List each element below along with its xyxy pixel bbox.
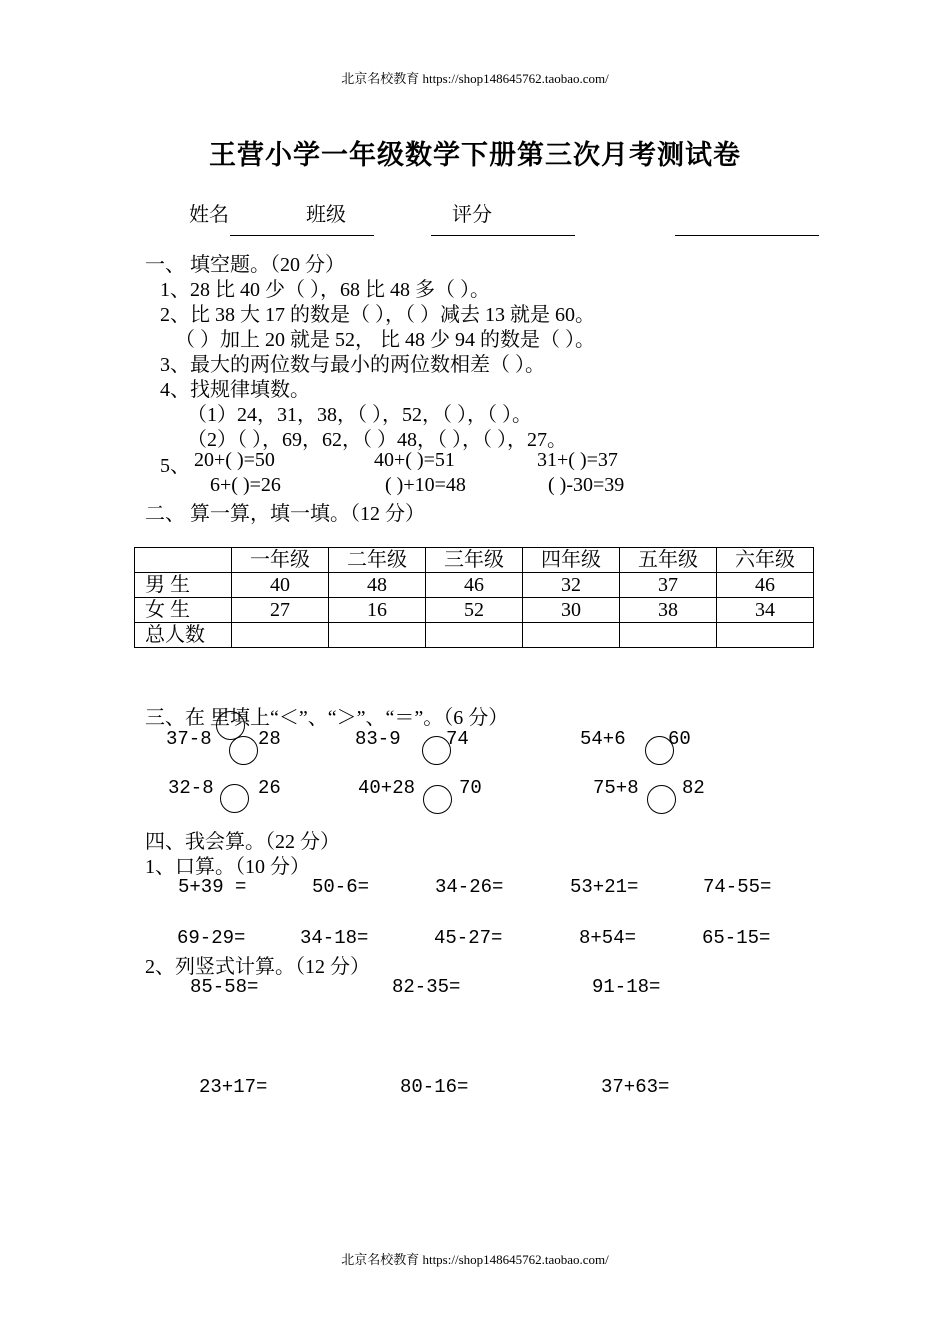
question-3: 3、最大的两位数与最小的两位数相差（ ）。	[160, 354, 545, 376]
oral-problem: 34-18=	[300, 927, 369, 949]
oral-problem: 65-15=	[702, 927, 771, 949]
oral-problem: 5+39 =	[178, 876, 247, 898]
table-cell: 34	[717, 598, 814, 623]
oral-problem: 34-26=	[435, 876, 504, 898]
table-cell: 38	[620, 598, 717, 623]
vertical-calc-heading: 2、列竖式计算。（12 分）	[145, 956, 370, 978]
compare-left: 40+28	[358, 777, 416, 799]
question-5-item: 40+( )=51	[374, 449, 455, 471]
vertical-problem: 23+17=	[199, 1076, 268, 1098]
compare-circle[interactable]	[647, 785, 676, 814]
table-answer-cell[interactable]	[523, 623, 620, 648]
score-blank-line[interactable]	[675, 235, 819, 236]
question-5-item: 31+( )=37	[537, 449, 618, 471]
compare-left: 54+6	[580, 728, 626, 750]
table-answer-cell[interactable]	[620, 623, 717, 648]
class-label: 班级	[306, 204, 346, 226]
oral-problem: 50-6=	[312, 876, 370, 898]
question-5-item: 20+( )=50	[194, 449, 275, 471]
vertical-problem: 37+63=	[601, 1076, 670, 1098]
table-header-cell	[135, 548, 232, 573]
page-footer: 北京名校教育 https://shop148645762.taobao.com/	[341, 1252, 609, 1267]
oral-problem: 8+54=	[579, 927, 637, 949]
question-1: 1、28 比 40 少（ ），68 比 48 多（ ）。	[160, 279, 490, 301]
name-blank-line[interactable]	[230, 235, 374, 236]
question-5-item: 6+( )=26	[210, 474, 281, 496]
table-header-cell: 二年级	[329, 548, 426, 573]
table-cell: 40	[232, 573, 329, 598]
table-row	[135, 598, 814, 623]
compare-right: 82	[682, 777, 705, 799]
vertical-problem: 85-58=	[190, 976, 259, 998]
question-5-item: ( )-30=39	[548, 474, 625, 496]
table-cell: 37	[620, 573, 717, 598]
table-header-row	[135, 548, 814, 573]
oral-problem: 74-55=	[703, 876, 772, 898]
compare-right: 28	[258, 728, 281, 750]
compare-right: 26	[258, 777, 281, 799]
page-title: 王营小学一年级数学下册第三次月考测试卷	[209, 140, 741, 171]
question-2b: （ ）加上 20 就是 52， 比 48 少 94 的数是（ ）。	[175, 329, 595, 351]
oral-problem: 53+21=	[570, 876, 639, 898]
compare-circle[interactable]	[229, 736, 258, 765]
compare-left: 32-8	[168, 777, 214, 799]
compare-right: 74	[446, 728, 469, 750]
compare-right: 70	[459, 777, 482, 799]
table-cell: 32	[523, 573, 620, 598]
table-header-cell: 一年级	[232, 548, 329, 573]
section1-heading: 一、 填空题。（20 分）	[145, 254, 345, 276]
section3-heading: 三、在 里填上“＜”、“＞”、“＝”。（6 分）	[145, 707, 509, 729]
table-cell: 46	[717, 573, 814, 598]
compare-circle[interactable]	[220, 784, 249, 813]
score-label: 评分	[452, 204, 492, 226]
table-cell: 16	[329, 598, 426, 623]
vertical-problem: 82-35=	[392, 976, 461, 998]
table-row	[135, 623, 814, 648]
table-header-cell: 三年级	[426, 548, 523, 573]
compare-left: 83-9	[355, 728, 401, 750]
table-answer-cell[interactable]	[329, 623, 426, 648]
section4-heading: 四、我会算。（22 分）	[145, 831, 340, 853]
question-2a: 2、比 38 大 17 的数是（ ），（ ）减去 13 就是 60。	[160, 304, 595, 326]
table-cell: 48	[329, 573, 426, 598]
vertical-problem: 91-18=	[592, 976, 661, 998]
name-label: 姓名	[189, 204, 229, 226]
table-header-cell: 四年级	[523, 548, 620, 573]
table-cell: 27	[232, 598, 329, 623]
question-5-label: 5、	[160, 455, 190, 477]
table-header-cell: 五年级	[620, 548, 717, 573]
table-row	[135, 573, 814, 598]
oral-problem: 69-29=	[177, 927, 246, 949]
table-row-label: 男 生	[135, 573, 232, 598]
vertical-problem: 80-16=	[400, 1076, 469, 1098]
compare-circle[interactable]	[423, 785, 452, 814]
class-blank-line[interactable]	[431, 235, 575, 236]
table-row-label: 女 生	[135, 598, 232, 623]
page-header: 北京名校教育 https://shop148645762.taobao.com/	[341, 71, 609, 86]
question-4-2: （2）（ ），69，62，（ ）48，（ ），（ ），27。	[187, 429, 567, 451]
table-header-cell: 六年级	[717, 548, 814, 573]
table-answer-cell[interactable]	[717, 623, 814, 648]
compare-left: 37-8	[166, 728, 212, 750]
table-cell: 52	[426, 598, 523, 623]
students-table	[134, 547, 814, 648]
question-4-1: （1）24，31，38，（ ），52，（ ），（ ）。	[187, 404, 532, 426]
table-answer-cell[interactable]	[426, 623, 523, 648]
compare-left: 75+8	[593, 777, 639, 799]
oral-calc-heading: 1、口算。（10 分）	[145, 856, 310, 878]
section2-heading: 二、 算一算，填一填。（12 分）	[145, 503, 425, 525]
table-row-label: 总人数	[135, 623, 232, 648]
table-cell: 30	[523, 598, 620, 623]
question-4: 4、找规律填数。	[160, 379, 310, 401]
question-5-item: ( )+10=48	[385, 474, 466, 496]
oral-problem: 45-27=	[434, 927, 503, 949]
compare-right: 60	[668, 728, 691, 750]
table-answer-cell[interactable]	[232, 623, 329, 648]
table-cell: 46	[426, 573, 523, 598]
